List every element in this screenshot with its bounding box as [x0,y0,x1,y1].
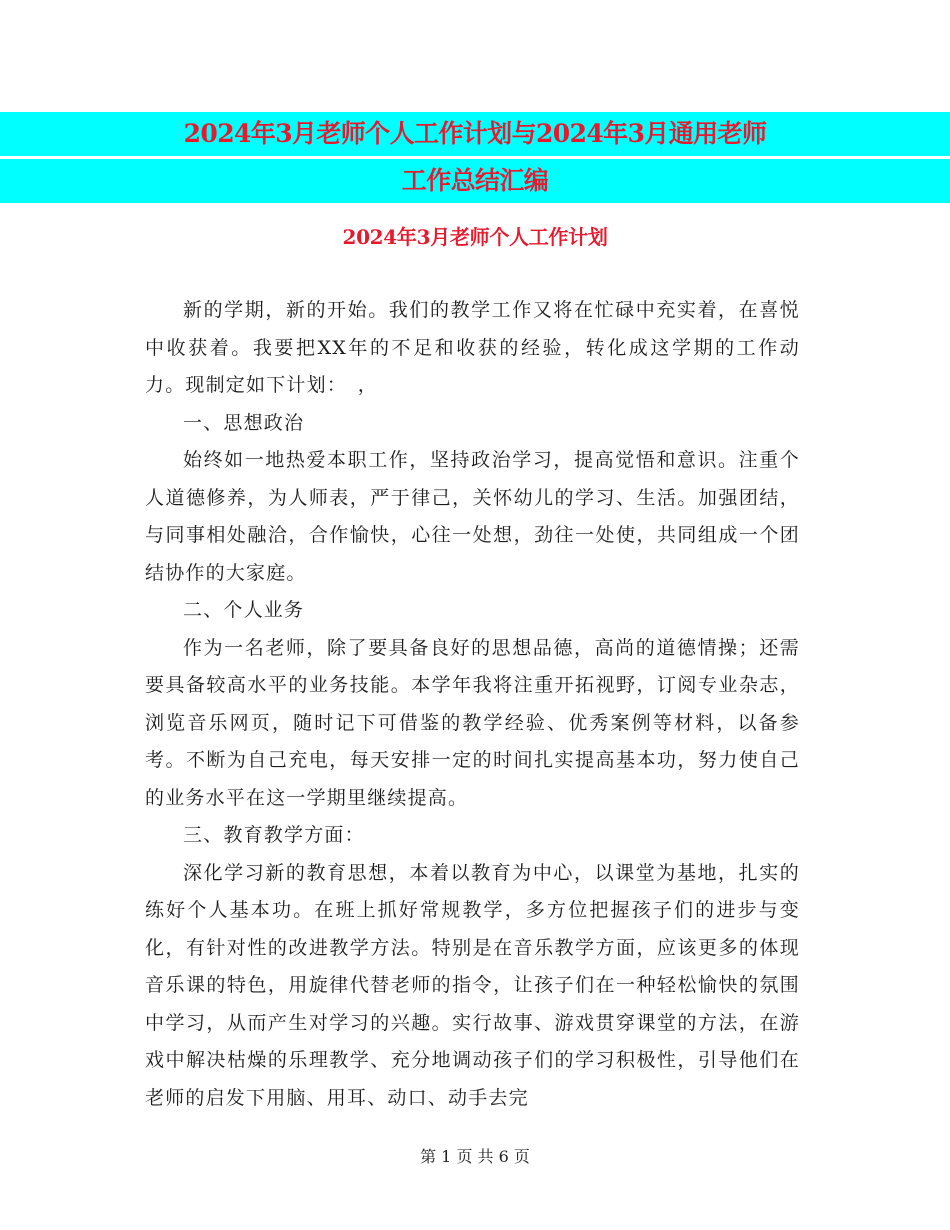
document-body [145,292,800,1117]
section-title: 2024年3月老师个人工作计划 [342,225,608,249]
title-line-2: 工作总结汇编 [401,166,549,195]
heading-personal-business: 二、个人业务 [183,599,305,621]
title-line-1: 2024年3月老师个人工作计划与2024年3月通用老师 [183,119,767,148]
paragraph-politics: 始终如一地热爱本职工作，坚持政治学习，提高觉悟和意识。注重个人道德修养，为人师表，严于律己，关怀幼儿的学习、生活。加强团结，与同事相处融洽，合作愉快，心往一处想，劲往一处使，共同组成一个团结协作的大家庭。 [145,449,800,584]
heading-politics: 一、思想政治 [183,411,305,434]
paragraph-teaching: 深化学习新的教育思想，本着以教育为中心，以课堂为基地，扎实的练好个人基本功。在班上抓好常规教学，多方位把握孩子们的进步与变化，有针对性的改进教学方法。特别是在音乐教学方面，应该更多的体现音乐课的特色，用旋律代替老师的指令，让孩子们在一种轻松愉快的氛围中学习，从而产生对学习的兴趣。实行故事、游戏贯穿课堂的方法，在游戏中解决枯燥的乐理教学、充分地调动孩子们的学习积极性，引导他们在老师的启发下用脑、用耳、动口、动手去完 [145,861,800,1109]
paragraph-personal-business: 作为一名老师，除了要具备良好的思想品德，高尚的道德情操；还需要具备较高水平的业务技能。本学年我将注重开拓视野，订阅专业杂志，浏览音乐网页，随时记下可借鉴的教学经验、优秀案例等材料，以备参考。不断为自己充电，每天安排一定的时间扎实提高基本功，努力使自己的业务水平在这一学期里继续提高。 [145,636,800,809]
heading-teaching: 三、教育教学方面： [183,824,365,846]
document-title [0,112,950,203]
paragraph-intro: 新的学期，新的开始。我们的教学工作又将在忙碌中充实着，在喜悦中收获着。我要把XX年的不足和收获的经验，转化成这学期的工作动力。现制定如下计划： ， [145,299,800,396]
page-footer: 第 1 页 共 6 页 [420,1147,530,1166]
